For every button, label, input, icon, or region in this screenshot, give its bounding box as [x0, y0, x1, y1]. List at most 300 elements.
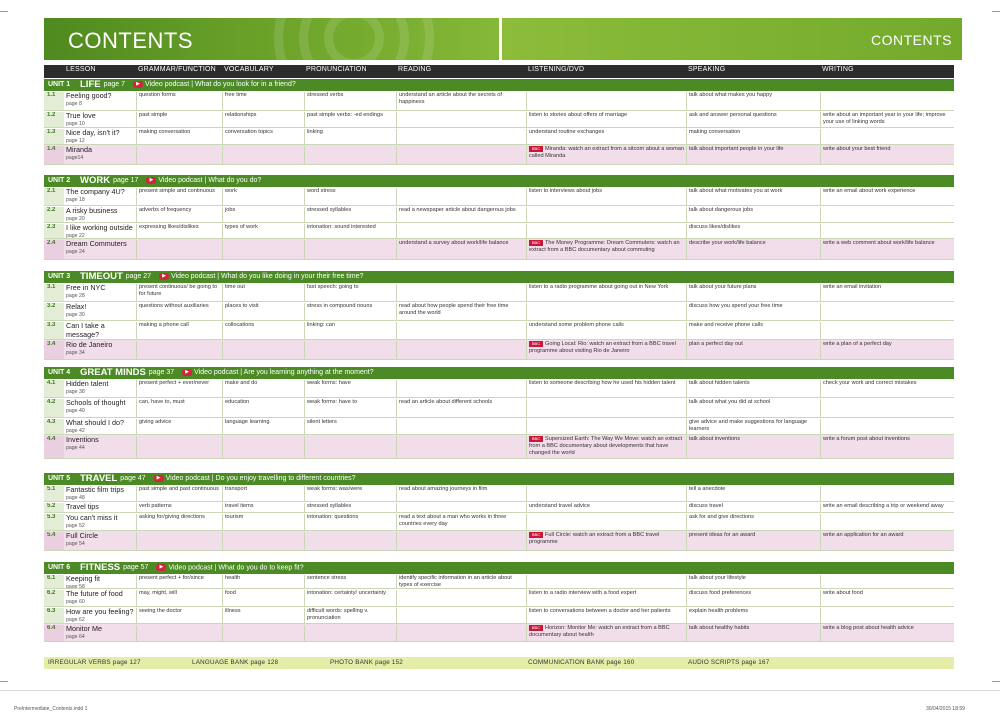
lesson-cell[interactable]: [64, 625, 136, 641]
lesson-title[interactable]: A risky business: [66, 207, 118, 215]
speaking-cell: [686, 419, 820, 434]
lesson-cell[interactable]: [64, 590, 136, 606]
lesson-cell[interactable]: [64, 322, 136, 339]
lesson-cell[interactable]: [64, 532, 136, 550]
bbc-logo-icon: BBC: [529, 146, 543, 152]
writing-cell: [820, 322, 954, 339]
pronunciation-cell: [304, 284, 396, 301]
lesson-cell[interactable]: [64, 112, 136, 127]
lesson-title[interactable]: Free in NYC: [66, 284, 106, 292]
listening-cell: [526, 532, 686, 550]
grammar-cell: [136, 419, 222, 434]
lesson-title[interactable]: Monitor Me: [66, 625, 102, 633]
lesson-number: 2.3: [44, 224, 64, 238]
lesson-row: [44, 379, 954, 398]
video-podcast-icon: ▶: [156, 564, 166, 571]
vocabulary-cell: [222, 341, 304, 359]
lesson-title[interactable]: How are you feeling?: [66, 608, 134, 616]
reading-cell: [396, 146, 526, 164]
speaking-cell-text: talk about your lifestyle: [689, 575, 746, 581]
lesson-title[interactable]: What should I do?: [66, 419, 124, 427]
speaking-cell-text: talk about hidden talents: [689, 380, 750, 386]
lesson-title[interactable]: True love: [66, 112, 96, 120]
vocabulary-cell-text: language learning: [225, 419, 270, 425]
lesson-cell[interactable]: [64, 503, 136, 512]
speaking-cell: [686, 146, 820, 164]
listening-cell-text: listen to someone describing how he used his hidden talent: [529, 380, 676, 386]
bbc-logo-icon: BBC: [529, 532, 543, 538]
writing-cell: [820, 207, 954, 222]
writing-cell-text: check your work and correct mistakes: [823, 380, 917, 386]
unit-page[interactable]: page 7: [103, 81, 126, 88]
lesson-page: page 24: [66, 248, 85, 255]
pronunciation-cell: [304, 514, 396, 530]
listening-cell-text: Full Circle: watch an extract from a BBC travel programme: [529, 532, 660, 545]
lesson-title[interactable]: Miranda: [66, 146, 92, 154]
speaking-cell-text: describe your work/life balance: [689, 240, 766, 246]
vocabulary-cell: [222, 486, 304, 501]
reading-cell: [396, 322, 526, 339]
unit-number: UNIT 2: [48, 177, 71, 184]
lesson-page: page 20: [66, 215, 85, 222]
reading-cell: [396, 436, 526, 458]
speaking-cell-text: give advice and make suggestions for language learners: [689, 419, 808, 432]
unit-page[interactable]: page 17: [113, 177, 139, 184]
writing-cell: [820, 503, 954, 512]
lesson-cell[interactable]: [64, 486, 136, 501]
grammar-cell-text: verb patterns: [139, 503, 172, 509]
lesson-cell[interactable]: [64, 284, 136, 301]
speaking-cell: [686, 224, 820, 238]
vocabulary-cell-text: conversation topics: [225, 129, 273, 135]
lesson-row: [44, 239, 954, 260]
pronunciation-cell-text: word stress: [307, 188, 336, 194]
reading-cell: [396, 284, 526, 301]
vocabulary-cell-text: free time: [225, 92, 247, 98]
video-podcast-text: Video podcast | Do you enjoy travelling to different countries?: [165, 475, 356, 483]
lesson-page: page 18: [66, 196, 85, 203]
lesson-number: 4.2: [44, 399, 64, 417]
pronunciation-cell: [304, 399, 396, 417]
unit-number: UNIT 3: [48, 273, 71, 280]
speaking-cell: [686, 112, 820, 127]
writing-cell: [820, 399, 954, 417]
lesson-title[interactable]: Full Circle: [66, 532, 98, 540]
vocabulary-cell-text: types of work: [225, 224, 258, 230]
reading-cell-text: read a text about a man who works in three countries every day: [399, 514, 507, 527]
vocabulary-cell-text: illness: [225, 608, 241, 614]
reading-cell-text: read an article about different schools: [399, 399, 493, 405]
pronunciation-cell-text: linking: [307, 129, 323, 135]
listening-cell-text: Horizon: Monitor Me: watch an extract from a BBC documentary about health: [529, 625, 670, 638]
pronunciation-cell: [304, 92, 396, 110]
grammar-cell-text: seeing the doctor: [139, 608, 182, 614]
speaking-cell: [686, 503, 820, 512]
footer-language-bank[interactable]: LANGUAGE BANK page 128: [192, 659, 279, 666]
video-podcast-text: Video podcast | What do you like doing in your their free time?: [171, 273, 364, 281]
writing-cell: [820, 486, 954, 501]
grammar-cell: [136, 92, 222, 110]
vocabulary-cell: [222, 224, 304, 238]
lesson-row: [44, 531, 954, 551]
writing-cell: [820, 625, 954, 641]
writing-cell: [820, 112, 954, 127]
unit-number: UNIT 5: [48, 475, 71, 482]
page-title: CONTENTS: [68, 28, 193, 53]
grammar-cell-text: questions without auxiliaries: [139, 303, 209, 309]
lesson-number: 1.2: [44, 112, 64, 127]
lesson-page: page 34: [66, 349, 85, 356]
reading-cell: [396, 625, 526, 641]
lesson-row: [44, 128, 954, 145]
lesson-title[interactable]: Can I take a message?: [66, 322, 105, 339]
lesson-title[interactable]: Schools of thought: [66, 399, 126, 407]
reading-cell: [396, 380, 526, 397]
lesson-page: page 48: [66, 494, 85, 501]
vocabulary-cell: [222, 112, 304, 127]
speaking-cell-text: talk about dangerous jobs: [689, 207, 754, 213]
vocabulary-cell: [222, 399, 304, 417]
unit-name: TIMEOUT: [80, 271, 123, 282]
pronunciation-cell: [304, 419, 396, 434]
listening-cell: [526, 92, 686, 110]
speaking-cell: [686, 532, 820, 550]
lesson-cell[interactable]: [64, 129, 136, 144]
lesson-cell[interactable]: [64, 207, 136, 222]
lesson-row: [44, 206, 954, 223]
lesson-title[interactable]: Travel tips: [66, 503, 99, 511]
lesson-title[interactable]: The future of food: [66, 590, 123, 598]
listening-cell: [526, 207, 686, 222]
reading-cell: [396, 532, 526, 550]
footer-photo-bank[interactable]: PHOTO BANK page 152: [330, 659, 403, 666]
lesson-cell[interactable]: [64, 240, 136, 259]
column-header-pronunciation: PRONUNCIATION: [306, 66, 367, 73]
lesson-cell[interactable]: [64, 341, 136, 359]
pronunciation-cell-text: difficult words: spelling v. pronunciation: [307, 608, 369, 621]
pronunciation-cell: [304, 207, 396, 222]
vocabulary-cell-text: make and do: [225, 380, 258, 386]
speaking-cell: [686, 322, 820, 339]
speaking-cell-text: discuss travel: [689, 503, 723, 509]
vocabulary-cell: [222, 590, 304, 606]
lesson-title[interactable]: Rio de Janeiro: [66, 341, 113, 349]
reading-cell: [396, 419, 526, 434]
lesson-title[interactable]: Keeping fit: [66, 575, 100, 583]
pronunciation-cell-text: linking: can: [307, 322, 335, 328]
unit-block: [44, 79, 954, 165]
lesson-cell[interactable]: [64, 303, 136, 320]
writing-cell: [820, 575, 954, 588]
lesson-page: page 40: [66, 407, 85, 414]
grammar-cell: [136, 399, 222, 417]
lesson-row: [44, 513, 954, 531]
video-podcast-icon: ▶: [133, 81, 143, 88]
video-podcast-link[interactable]: [159, 273, 363, 280]
unit-block: [44, 473, 954, 551]
grammar-cell: [136, 112, 222, 127]
listening-cell: [526, 341, 686, 359]
unit-header-bar: [44, 473, 954, 485]
bbc-logo-icon: BBC: [529, 240, 543, 246]
vocabulary-cell-text: travel items: [225, 503, 254, 509]
lesson-cell[interactable]: [64, 514, 136, 530]
lesson-row: [44, 574, 954, 589]
lesson-row: [44, 435, 954, 459]
speaking-cell-text: making conversation: [689, 129, 741, 135]
video-podcast-icon: ▶: [146, 177, 156, 184]
lesson-row: [44, 418, 954, 435]
pronunciation-cell-text: weak forms: was/were: [307, 486, 363, 492]
listening-cell: [526, 419, 686, 434]
grammar-cell: [136, 341, 222, 359]
grammar-cell: [136, 608, 222, 623]
speaking-cell-text: ask for and give directions: [689, 514, 754, 520]
lesson-number: 5.3: [44, 514, 64, 530]
pronunciation-cell: [304, 322, 396, 339]
lesson-cell[interactable]: [64, 575, 136, 588]
column-header-grammar: GRAMMAR/FUNCTION: [138, 66, 216, 73]
vocabulary-cell: [222, 303, 304, 320]
pronunciation-cell-text: intonation: certainty/ uncertainty: [307, 590, 386, 596]
writing-cell: [820, 188, 954, 205]
reading-cell-text: read a newspaper article about dangerous jobs: [399, 207, 516, 213]
grammar-cell-text: past simple and past continuous: [139, 486, 219, 492]
writing-cell: [820, 240, 954, 259]
speaking-cell-text: talk about inventions: [689, 436, 740, 442]
writing-cell: [820, 341, 954, 359]
video-podcast-link[interactable]: [154, 475, 356, 482]
writing-cell: [820, 224, 954, 238]
speaking-cell: [686, 380, 820, 397]
pronunciation-cell: [304, 436, 396, 458]
lesson-row: [44, 398, 954, 418]
unit-page[interactable]: page 37: [148, 369, 175, 376]
lesson-number: 5.1: [44, 486, 64, 501]
video-podcast-text: Video podcast | What do you do to keep fit?: [168, 564, 304, 572]
vocabulary-cell-text: transport: [225, 486, 248, 492]
lesson-title[interactable]: Inventions: [66, 436, 99, 444]
grammar-cell-text: may, might, will: [139, 590, 177, 596]
listening-cell-text: listen to interviews about jobs: [529, 188, 603, 194]
speaking-cell: [686, 514, 820, 530]
lesson-page: page 12: [66, 137, 85, 144]
lesson-title[interactable]: Nice day, isn't it?: [66, 129, 120, 137]
speaking-cell-text: discuss how you spend your free time: [689, 303, 783, 309]
listening-cell: [526, 240, 686, 259]
column-header-lesson: LESSON: [66, 66, 96, 73]
reading-cell: [396, 188, 526, 205]
reading-cell-text: identify specific information in an article about types of exercise: [399, 575, 512, 588]
speaking-cell: [686, 608, 820, 623]
listening-cell-text: Going Local: Rio: watch an extract from a BBC travel programme about visiting Rio de Janeiro: [529, 341, 676, 354]
lesson-page: page 42: [66, 427, 85, 434]
lesson-title[interactable]: The company 4U?: [66, 188, 125, 196]
lesson-cell[interactable]: [64, 608, 136, 623]
lesson-cell[interactable]: [64, 146, 136, 164]
reading-cell: [396, 399, 526, 417]
speaking-cell-text: talk about what you did at school: [689, 399, 771, 405]
lesson-cell[interactable]: [64, 92, 136, 110]
pronunciation-cell-text: stressed syllables: [307, 503, 352, 509]
lesson-number: 2.2: [44, 207, 64, 222]
writing-cell-text: write a blog post about health advice: [823, 625, 914, 631]
grammar-cell-text: making conversation: [139, 129, 191, 135]
speaking-cell-text: talk about important people in your life: [689, 146, 784, 152]
listening-cell: [526, 146, 686, 164]
listening-cell-text: understand routine exchanges: [529, 129, 605, 135]
video-podcast-icon: ▶: [154, 475, 164, 482]
column-header-listening: LISTENING/DVD: [528, 66, 585, 73]
unit-name: WORK: [80, 175, 111, 186]
reading-cell: [396, 240, 526, 259]
column-header-writing: WRITING: [822, 66, 854, 73]
unit-page[interactable]: page 27: [125, 273, 152, 280]
lesson-title[interactable]: You can't miss it: [66, 514, 118, 522]
speaking-cell: [686, 625, 820, 641]
vocabulary-cell: [222, 436, 304, 458]
speaking-cell: [686, 486, 820, 501]
footer-bar: [44, 657, 954, 669]
vocabulary-cell-text: health: [225, 575, 241, 581]
column-header-reading: READING: [398, 66, 432, 73]
footer-irregular-verbs[interactable]: IRREGULAR VERBS page 127: [48, 659, 141, 666]
reading-cell: [396, 590, 526, 606]
video-podcast-link[interactable]: [146, 177, 261, 184]
pronunciation-cell-text: weak forms: have: [307, 380, 351, 386]
listening-cell: [526, 436, 686, 458]
unit-block: [44, 271, 954, 360]
crop-mark: [992, 11, 1000, 12]
lesson-cell[interactable]: [64, 436, 136, 458]
lesson-row: [44, 187, 954, 206]
grammar-cell: [136, 380, 222, 397]
lesson-cell[interactable]: [64, 188, 136, 205]
grammar-cell: [136, 146, 222, 164]
video-podcast-link[interactable]: [156, 564, 303, 571]
speaking-cell-text: explain health problems: [689, 608, 749, 614]
lesson-title[interactable]: Dream Commuters: [66, 240, 127, 248]
pronunciation-cell-text: stress in compound nouns: [307, 303, 373, 309]
speaking-cell: [686, 341, 820, 359]
lesson-title[interactable]: Hidden talent: [66, 380, 109, 388]
lesson-cell[interactable]: [64, 224, 136, 238]
bbc-logo-icon: BBC: [529, 341, 543, 347]
pronunciation-cell: [304, 188, 396, 205]
listening-cell: [526, 486, 686, 501]
lesson-page: page 38: [66, 388, 85, 395]
writing-cell-text: write an email invitation: [823, 284, 882, 290]
writing-cell-text: write an email about work experience: [823, 188, 916, 194]
writing-cell: [820, 532, 954, 550]
unit-block: [44, 562, 954, 642]
vocabulary-cell: [222, 240, 304, 259]
lesson-title[interactable]: I like working outside: [66, 224, 133, 232]
grammar-cell: [136, 224, 222, 238]
reading-cell-text: understand an article about the secrets of happiness: [399, 92, 502, 105]
lesson-row: [44, 624, 954, 642]
unit-page[interactable]: page 47: [120, 475, 146, 482]
grammar-cell: [136, 486, 222, 501]
listening-cell: [526, 514, 686, 530]
grammar-cell: [136, 284, 222, 301]
reading-cell: [396, 92, 526, 110]
grammar-cell-text: present perfect + ever/never: [139, 380, 210, 386]
listening-cell: [526, 322, 686, 339]
speaking-cell: [686, 129, 820, 144]
writing-cell: [820, 514, 954, 530]
vocabulary-cell: [222, 419, 304, 434]
grammar-cell: [136, 303, 222, 320]
grammar-cell: [136, 129, 222, 144]
lesson-row: [44, 340, 954, 360]
lesson-page: page 30: [66, 311, 85, 318]
video-podcast-link[interactable]: [182, 369, 374, 376]
pronunciation-cell: [304, 240, 396, 259]
lesson-title[interactable]: Fantastic film trips: [66, 486, 124, 494]
unit-number: UNIT 4: [48, 369, 71, 376]
lesson-title[interactable]: Feeling good?: [66, 92, 112, 100]
grammar-cell: [136, 514, 222, 530]
video-podcast-icon: ▶: [159, 273, 169, 280]
video-podcast-link[interactable]: [133, 81, 296, 88]
vocabulary-cell: [222, 503, 304, 512]
pronunciation-cell: [304, 590, 396, 606]
pronunciation-cell: [304, 486, 396, 501]
lesson-page: page 10: [66, 120, 85, 127]
lesson-number: 4.1: [44, 380, 64, 397]
unit-page[interactable]: page 57: [123, 564, 149, 571]
writing-cell-text: write an application for an award: [823, 532, 904, 538]
grammar-cell: [136, 436, 222, 458]
writing-cell: [820, 146, 954, 164]
lesson-cell[interactable]: [64, 419, 136, 434]
footer-communication-bank[interactable]: COMMUNICATION BANK page 160: [528, 659, 635, 666]
vocabulary-cell: [222, 129, 304, 144]
lesson-page: page 54: [66, 540, 85, 547]
listening-cell-text: understand some problem phone calls: [529, 322, 624, 328]
column-header-speaking: SPEAKING: [688, 66, 726, 73]
lesson-number: 6.2: [44, 590, 64, 606]
speaking-cell-text: ask and answer personal questions: [689, 112, 777, 118]
lesson-title[interactable]: Relax!: [66, 303, 87, 311]
lesson-page: page 28: [66, 292, 85, 299]
unit-header-bar: [44, 175, 954, 187]
speaking-cell-text: plan a perfect day out: [689, 341, 743, 347]
grammar-cell: [136, 575, 222, 588]
slug-filename: PreIntermediate_Contents.indd 1: [14, 706, 88, 712]
pronunciation-cell-text: fast speech: going to: [307, 284, 359, 290]
speaking-cell: [686, 92, 820, 110]
lesson-number: 3.1: [44, 284, 64, 301]
footer-audio-scripts[interactable]: AUDIO SCRIPTS page 167: [688, 659, 770, 666]
lesson-number: 5.2: [44, 503, 64, 512]
speaking-cell: [686, 284, 820, 301]
vocabulary-cell: [222, 532, 304, 550]
vocabulary-cell: [222, 625, 304, 641]
lesson-page: page 62: [66, 616, 85, 623]
vocabulary-cell-text: tourism: [225, 514, 244, 520]
lesson-number: 5.4: [44, 532, 64, 550]
grammar-cell-text: present continuous/ be going to for future: [139, 284, 218, 297]
writing-cell-text: write about food: [823, 590, 863, 596]
lesson-cell[interactable]: [64, 380, 136, 397]
crop-mark: [992, 681, 1000, 682]
pronunciation-cell: [304, 608, 396, 623]
lesson-cell[interactable]: [64, 399, 136, 417]
lesson-row: [44, 607, 954, 624]
pronunciation-cell: [304, 503, 396, 512]
